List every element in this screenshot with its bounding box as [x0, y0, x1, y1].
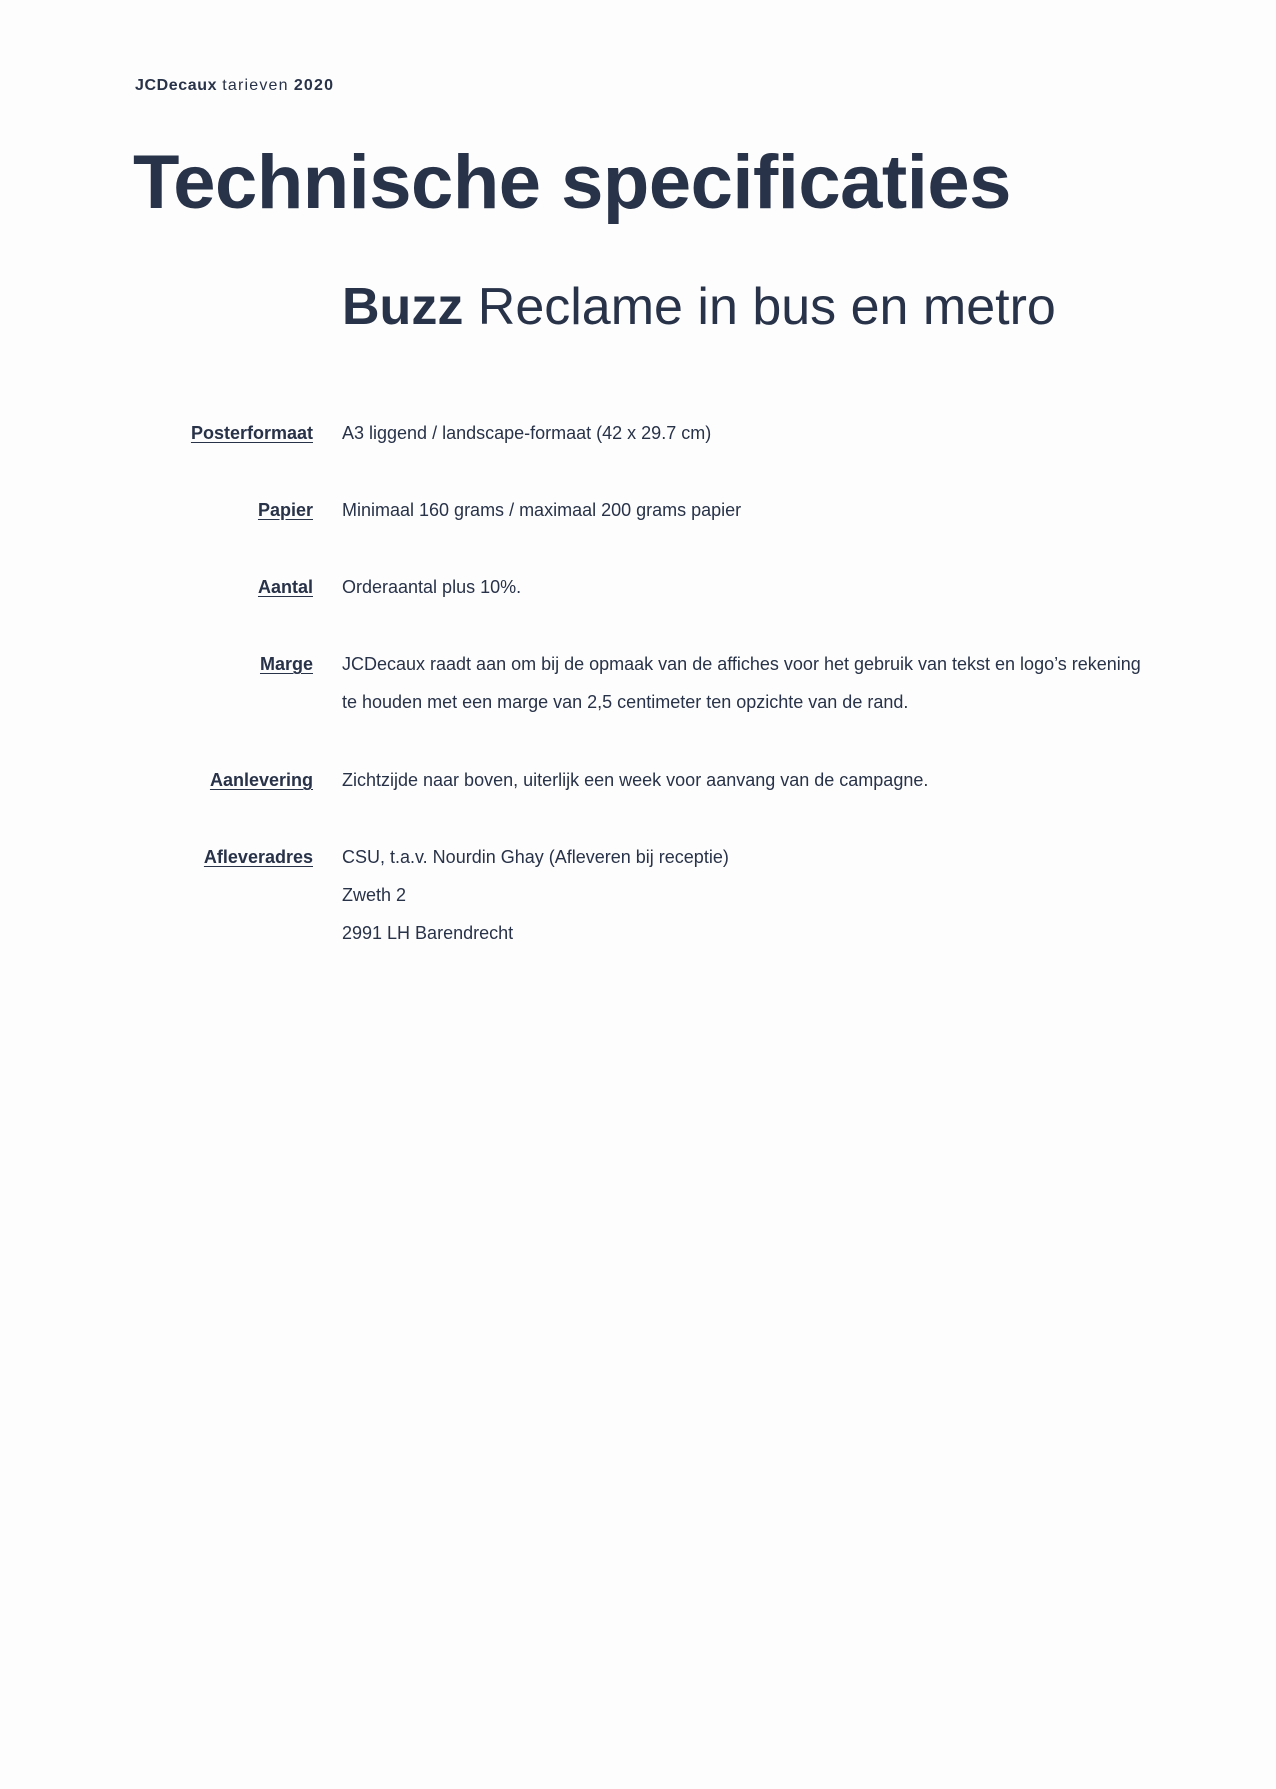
spec-value	[342, 761, 1172, 799]
header-brand: JCDecaux	[135, 77, 218, 94]
spec-value	[342, 491, 1172, 529]
spec-value	[342, 414, 1172, 452]
subtitle-product: Buzz	[342, 278, 464, 336]
header-year: 2020	[293, 77, 335, 94]
spec-label: Posterformaat	[190, 423, 313, 443]
spec-label: Aanlevering	[209, 770, 313, 790]
spec-value-line: Minimaal 160 grams / maximaal 200 grams papier	[342, 500, 742, 520]
page-subtitle	[342, 274, 1056, 340]
spec-value-line: Zweth 2	[342, 885, 407, 905]
spec-value-line: A3 liggend / landscape-formaat (42 x 29.7 cm)	[342, 423, 712, 443]
spec-value	[342, 568, 1172, 606]
spec-value	[342, 838, 1172, 952]
spec-value-line: CSU, t.a.v. Nourdin Ghay (Afleveren bij receptie)	[342, 847, 729, 867]
spec-value-line: Orderaantal plus 10%.	[342, 577, 522, 597]
subtitle-description: Reclame in bus en metro	[477, 278, 1056, 336]
spec-value-line: te houden met een marge van 2,5 centimeter ten opzichte van de rand.	[342, 692, 909, 712]
page-header	[135, 76, 334, 96]
page-title: Technische specificaties	[133, 140, 1011, 225]
spec-label: Afleveradres	[203, 847, 313, 867]
spec-value	[342, 645, 1172, 721]
spec-label: Marge	[259, 654, 313, 674]
spec-label: Aantal	[257, 577, 313, 597]
spec-value-line: Zichtzijde naar boven, uiterlijk een week voor aanvang van de campagne.	[342, 770, 929, 790]
header-word: tarieven	[222, 77, 289, 94]
spec-value-line: JCDecaux raadt aan om bij de opmaak van de affiches voor het gebruik van tekst en logo’s rekening	[342, 654, 1141, 674]
spec-label: Papier	[257, 500, 313, 520]
spec-value-line: 2991 LH Barendrecht	[342, 923, 514, 943]
